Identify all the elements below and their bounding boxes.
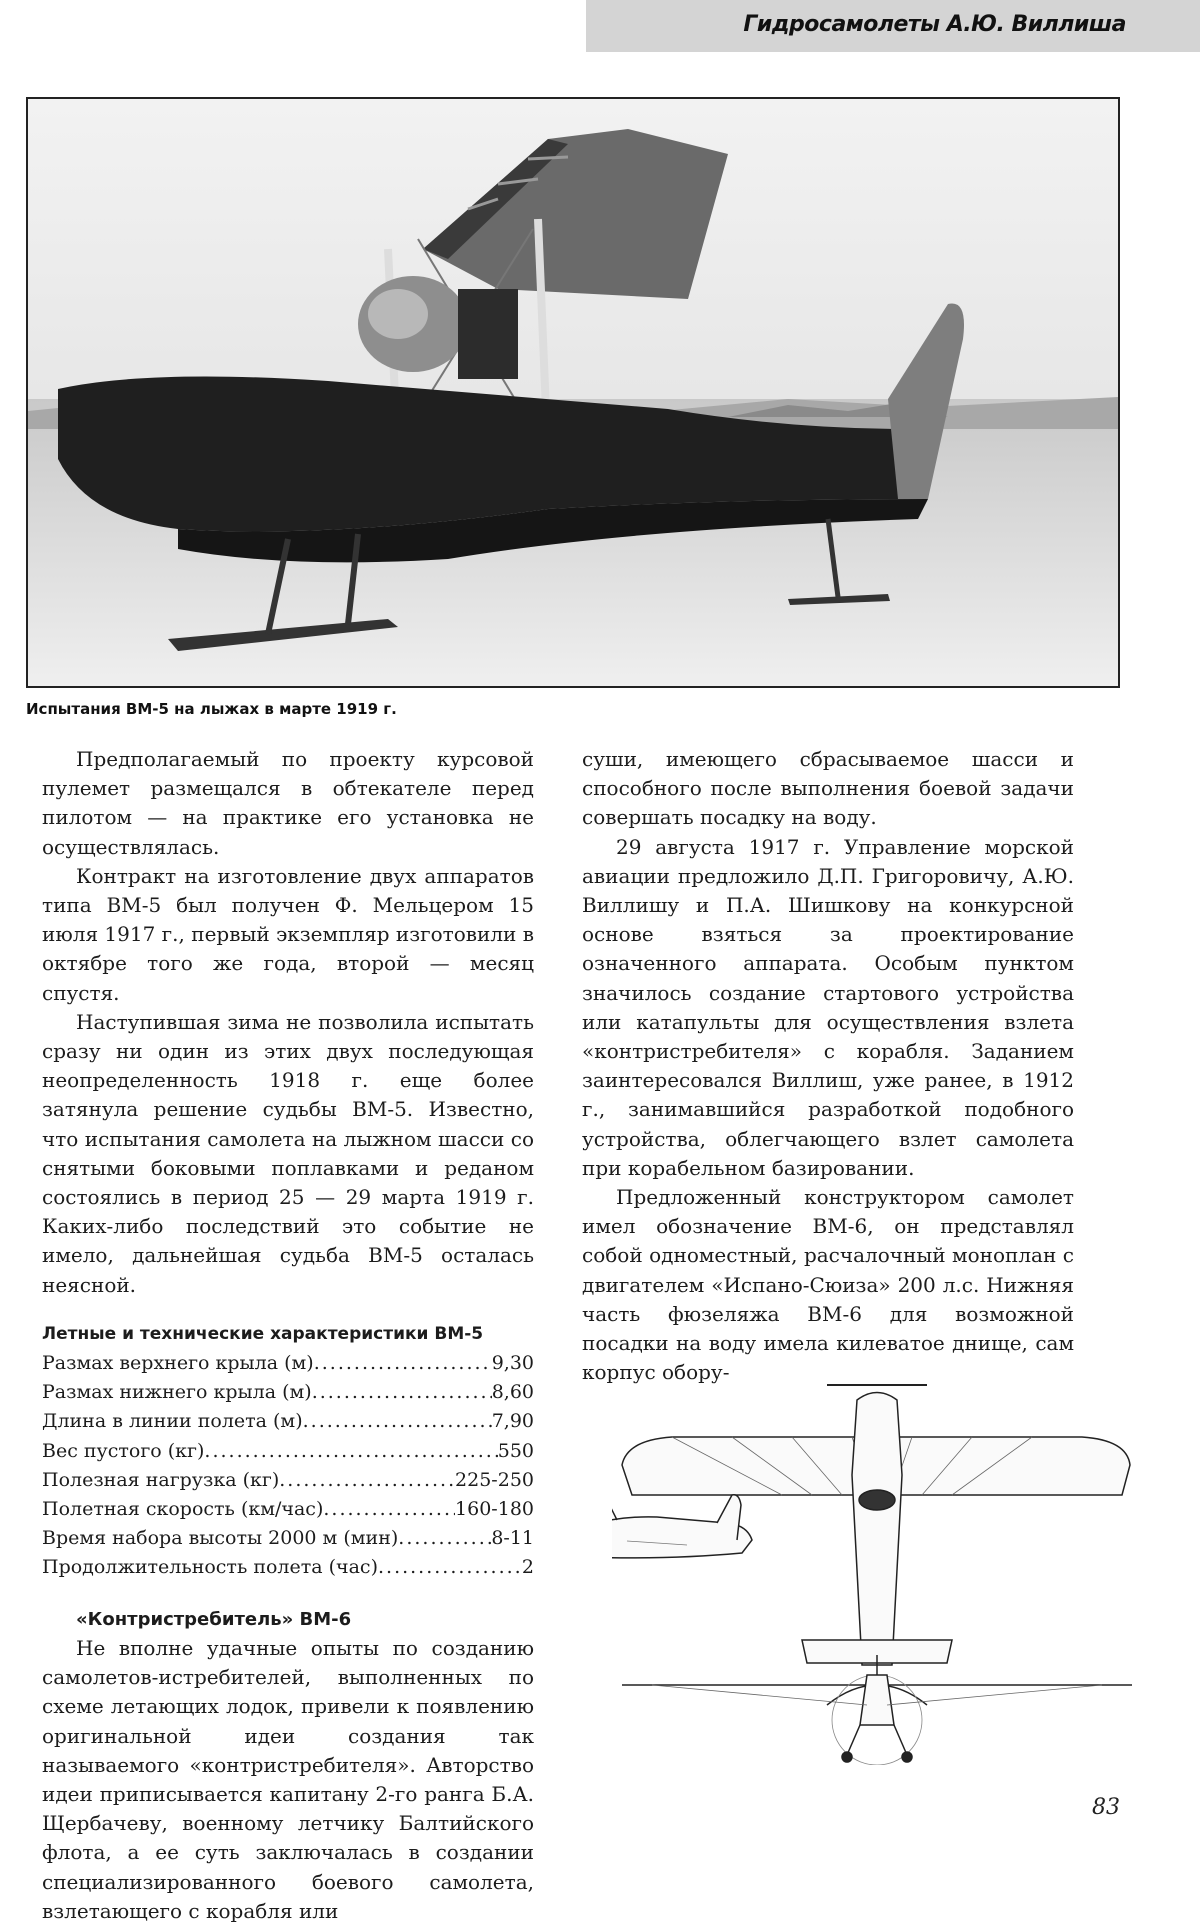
spec-value: 550 [497, 1439, 534, 1462]
body-paragraph: Не вполне удачные опыты по созданию самолетов-истребителей, выполненных по схеме летающих лодок, привели к появлению оригинальной идеи создания так называемого «контристребителя». Авторство идеи приписывается капитану 2-го ранга Б.А. Щербачеву, военному летчику Балтийского флота, а ее суть заключалась в создании специализированного боевого самолета, взлетающего с корабля или [42, 1635, 534, 1923]
aircraft-three-view-drawing [612, 1345, 1132, 1765]
body-paragraph: Контракт на изготовление двух аппаратов типа ВМ-5 был получен Ф. Мельцером 15 июля 1917 г., первый экземпляр изготовили в октябре того же года, второй — месяц спустя. [42, 863, 534, 1005]
spec-value: 2 [521, 1556, 534, 1579]
spec-row [42, 1553, 534, 1582]
leader-dots [303, 1407, 492, 1436]
body-paragraph: 29 августа 1917 г. Управление морской авиации предложило Д.П. Григоровичу, А.Ю. Виллишу и П.А. Шишкову на конкурсной основе взяться за проектирование означенного аппарата. Особым пунктом значилось создание стартового устройства или катапульты для осуществления взлета «контристребителя» с корабля. Заданием заинтересовался Виллиш, уже ранее, в 1912 г., занимавшийся разработкой подобного устройства, облегчающего взлет самолета при корабельном базировании. [582, 834, 1074, 1180]
body-paragraph: Предполагаемый по проекту курсовой пулемет размещался в обтекателе перед пилотом — на практике его установка не осуществлялась. [42, 747, 534, 859]
section-title: «Контристребитель» ВМ-6 [76, 1608, 352, 1630]
spec-value: 7,90 [491, 1410, 534, 1433]
body-paragraph: суши, имеющего сбрасываемое шасси и способного после выполнения боевой задачи совершать посадку на воду. [582, 747, 1074, 830]
flying-boat-photo [26, 97, 1120, 688]
spec-label: Время набора высоты 2000 м (мин) [42, 1527, 399, 1550]
specs-table [42, 1349, 534, 1583]
right-column [582, 745, 1074, 1387]
spec-value: 9,30 [491, 1352, 534, 1375]
leader-dots [378, 1553, 522, 1582]
spec-row [42, 1378, 534, 1407]
spec-value: 225-250 [455, 1468, 534, 1491]
spec-label: Длина в линии полета (м) [42, 1410, 303, 1433]
page-number: 83 [1092, 1795, 1120, 1820]
body-paragraph: Предложенный конструктором самолет имел обозначение ВМ-6, он представлял собой одноместный, расчалочный моноплан с двигателем «Испано-Сюиза» 200 л.с. Нижняя часть фюзеляжа ВМ-6 для возможной посадки на воду имела килеватое днище, сам корпус обору- [582, 1185, 1074, 1385]
leader-dots [314, 1349, 492, 1378]
leader-dots [279, 1466, 455, 1495]
leader-dots [312, 1378, 492, 1407]
spec-label: Полетная скорость (км/час) [42, 1498, 324, 1521]
body-paragraph: Наступившая зима не позволила испытать сразу ни один из этих двух последующая неопределенность 1918 г. еще более затянула решение судьбы ВМ-5. Известно, что испытания самолета на лыжном шасси со снятыми боковыми поплавками и реданом состоялись в период 25 — 29 марта 1919 г. Каких-либо последствий это событие не имело, дальнейшая судьба ВМ-5 осталась неясной. [42, 1009, 534, 1297]
spec-row [42, 1495, 534, 1524]
spec-row [42, 1349, 534, 1378]
leader-dots [204, 1437, 497, 1466]
spec-row [42, 1407, 534, 1436]
leader-dots [398, 1524, 491, 1553]
spec-row [42, 1524, 534, 1553]
spec-label: Вес пустого (кг) [42, 1439, 205, 1462]
spec-label: Размах нижнего крыла (м) [42, 1381, 312, 1404]
running-header-band [586, 0, 1200, 52]
spec-label: Размах верхнего крыла (м) [42, 1352, 314, 1375]
spec-value: 160-180 [455, 1498, 534, 1521]
specs-title: Летные и технические характеристики ВМ-5 [42, 1323, 484, 1344]
spec-row [42, 1466, 534, 1495]
spec-value: 8-11 [491, 1527, 534, 1550]
leader-dots [323, 1495, 455, 1524]
spec-label: Полезная нагрузка (кг) [42, 1468, 280, 1491]
spec-label: Продолжительность полета (час) [42, 1556, 378, 1579]
left-column [42, 745, 534, 1926]
photo-caption: Испытания ВМ-5 на лыжах в марте 1919 г. [26, 700, 397, 718]
running-header-title: Гидросамолеты А.Ю. Виллиша [743, 12, 1126, 37]
spec-row [42, 1437, 534, 1466]
spec-value: 8,60 [491, 1381, 534, 1404]
